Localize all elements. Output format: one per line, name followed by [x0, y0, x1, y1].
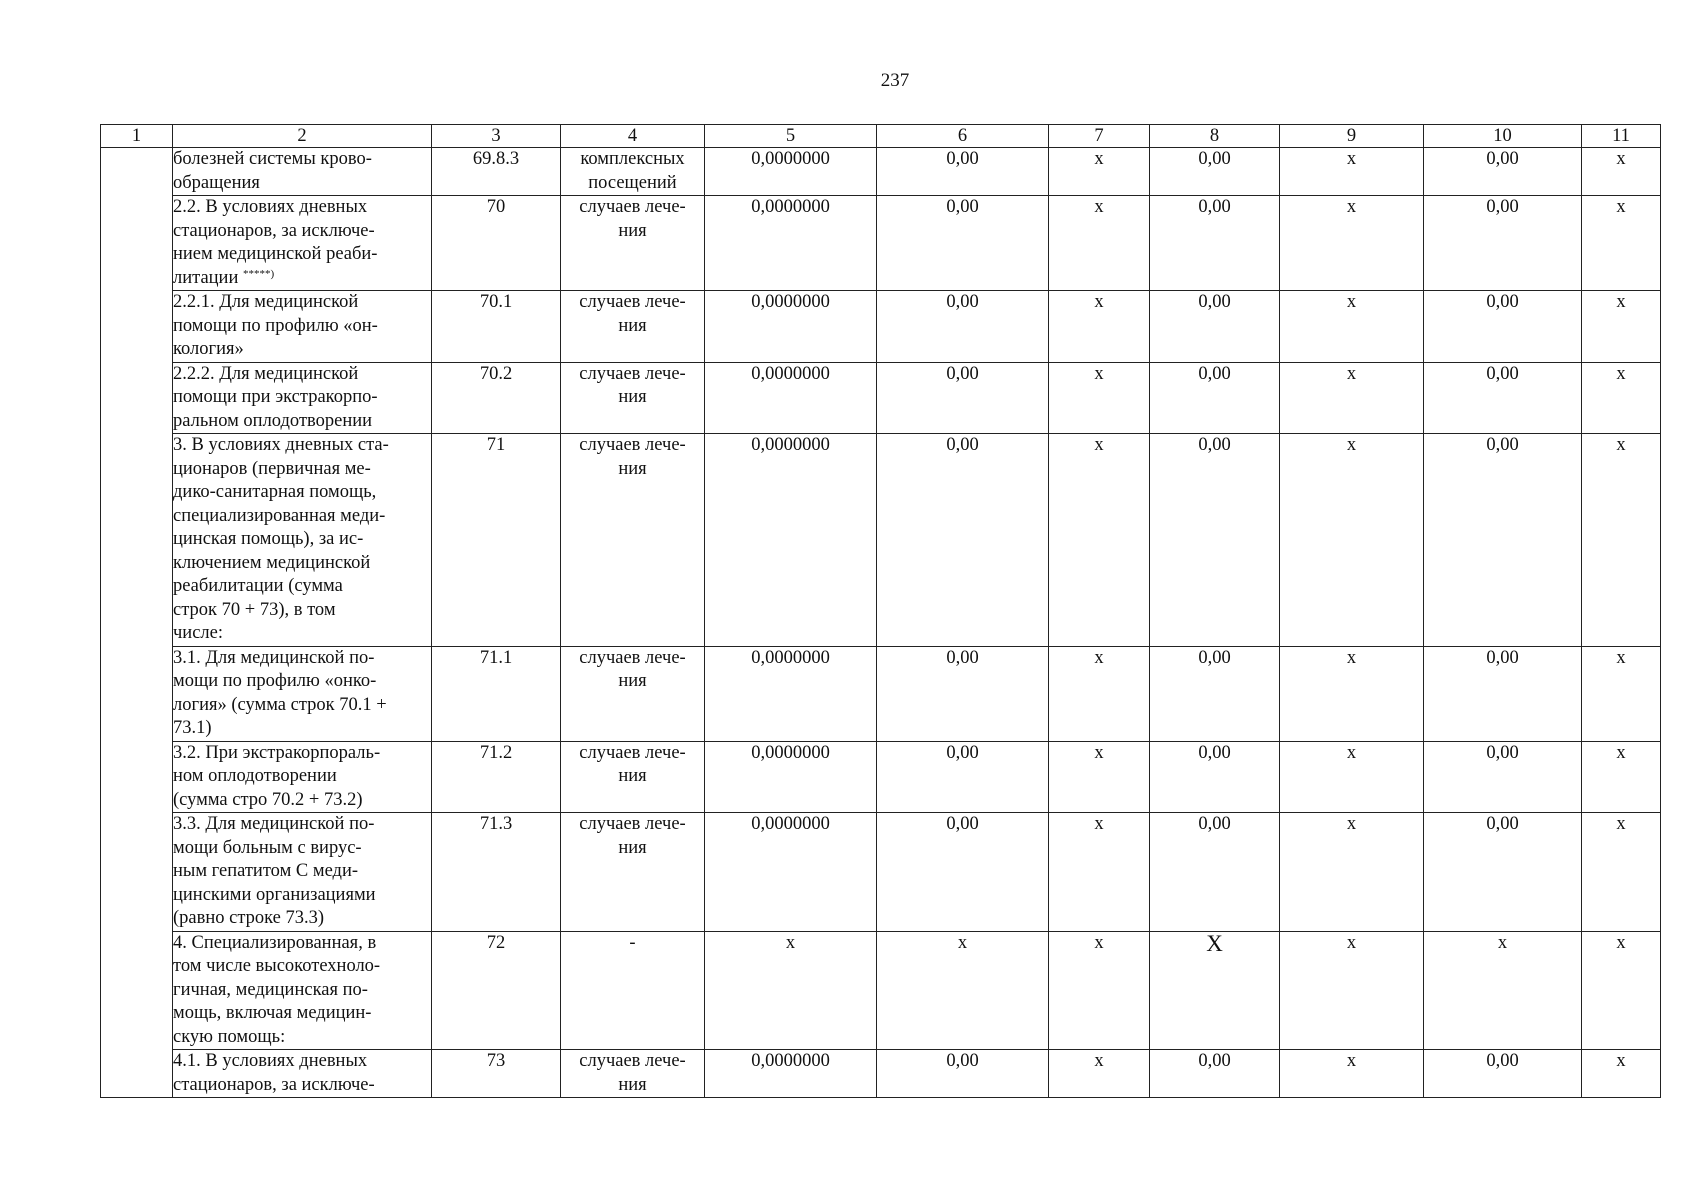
x-cell: х [1582, 931, 1661, 1050]
x-cell: х [1582, 434, 1661, 647]
value-cell: 0,00 [1150, 741, 1280, 813]
row-name-cell [173, 931, 432, 1050]
column-number: 9 [1280, 125, 1424, 148]
unit-cell [561, 434, 705, 647]
value-cell: 0,00 [877, 646, 1049, 741]
column-number: 3 [432, 125, 561, 148]
row-name-cell [173, 646, 432, 741]
value-cell: 0,00 [1424, 148, 1582, 196]
x-cell: х [1582, 196, 1661, 291]
x-cell: х [1049, 291, 1150, 363]
x-cell: х [1582, 148, 1661, 196]
value-cell: 0,00 [877, 434, 1049, 647]
x-cell: х [1280, 291, 1424, 363]
column-number: 1 [101, 125, 173, 148]
row-name-line: ционаров (первичная ме- [173, 458, 371, 479]
value-cell: 0,00 [1150, 1050, 1280, 1098]
unit-line: случаев лече- [579, 197, 686, 217]
value-cell: 0,00 [1150, 148, 1280, 196]
x-cell: х [1582, 362, 1661, 434]
row-name-line: ральном оплодотворении [173, 410, 373, 431]
row-code-cell: 70.1 [432, 291, 561, 363]
row-code-cell: 71.2 [432, 741, 561, 813]
row-name-cell [173, 291, 432, 363]
row-name-line: мощи по профилю «онко- [173, 671, 377, 691]
x-cell: х [1582, 291, 1661, 363]
table-row [101, 741, 1661, 813]
x-cell: х [1049, 362, 1150, 434]
unit-cell [561, 362, 705, 434]
unit-cell [561, 291, 705, 363]
unit-line: случаев лече- [579, 647, 686, 668]
row-name-line: ным гепатитом С меди- [173, 861, 359, 881]
table-row [101, 813, 1661, 932]
unit-line: посещений [588, 172, 677, 193]
x-cell: х [1049, 646, 1150, 741]
value-cell: 0,00 [1424, 1050, 1582, 1098]
unit-line: ния [618, 387, 647, 407]
row-name-cell [173, 362, 432, 434]
row-name-line: нием медицинской реаби- [173, 244, 378, 264]
row-name-line: мощи больным с вирус- [173, 837, 362, 858]
x-cell: х [1049, 148, 1150, 196]
row-name-line: 2.2.2. Для медицинской [173, 363, 359, 384]
table-row [101, 148, 1661, 196]
value-cell: 0,00 [1150, 196, 1280, 291]
unit-line: случаев лече- [579, 1051, 686, 1071]
row-code-cell: 69.8.3 [432, 148, 561, 196]
x-cell: х [1280, 931, 1424, 1050]
x-cell: х [1049, 931, 1150, 1050]
value-cell: 0,00 [877, 362, 1049, 434]
data-table [100, 124, 1661, 1098]
row-name-line: помощи по профилю «он- [173, 315, 378, 336]
value-cell: 0,00 [1150, 434, 1280, 647]
row-name-line: ном оплодотворении [173, 766, 337, 786]
value-cell: 0,00 [877, 1050, 1049, 1098]
row-name-line: том числе высокотехноло- [173, 956, 381, 976]
value-cell: 0,0000000 [705, 148, 877, 196]
column-number: 4 [561, 125, 705, 148]
x-cell: х [1582, 646, 1661, 741]
unit-line: ния [618, 315, 647, 336]
x-cell: х [705, 931, 877, 1050]
column-number: 10 [1424, 125, 1582, 148]
value-cell: 0,00 [1150, 291, 1280, 363]
row-name-line: числе: [173, 623, 223, 643]
unit-line: ния [618, 766, 647, 786]
row-code-cell: 73 [432, 1050, 561, 1098]
row-name-line: логия» (сумма строк 70.1 + [173, 694, 387, 715]
x-cell: х [1280, 362, 1424, 434]
value-cell: 0,00 [1424, 741, 1582, 813]
row-name-cell [173, 813, 432, 932]
unit-cell [561, 148, 705, 196]
unit-line: ния [618, 220, 647, 241]
row-name-line: скую помощь: [173, 1026, 286, 1047]
row-name-line: 73.1) [173, 718, 212, 738]
unit-line: ния [618, 837, 647, 858]
row-name-line: (сумма стро 70.2 + 73.2) [173, 789, 363, 810]
table-row [101, 362, 1661, 434]
column-number: 8 [1150, 125, 1280, 148]
value-cell: 0,00 [1424, 813, 1582, 932]
column-number: 6 [877, 125, 1049, 148]
x-cell: х [1582, 813, 1661, 932]
unit-cell [561, 196, 705, 291]
value-cell: 0,0000000 [705, 196, 877, 291]
x-cell: х [1280, 148, 1424, 196]
unit-line: случаев лече- [579, 292, 686, 312]
value-cell: 0,00 [1150, 813, 1280, 932]
row-code-cell: 71.1 [432, 646, 561, 741]
value-cell: 0,00 [1424, 362, 1582, 434]
page-number: 237 [880, 70, 910, 91]
row-name-line: специализированная меди- [173, 505, 386, 526]
column-1-cell [101, 148, 173, 1098]
unit-line: ния [618, 671, 647, 691]
value-cell: 0,0000000 [705, 741, 877, 813]
value-cell: 0,0000000 [705, 362, 877, 434]
row-name-line: 3.2. При экстракорпораль- [173, 742, 381, 763]
value-cell: 0,0000000 [705, 646, 877, 741]
row-name-line: 3. В условиях дневных ста- [173, 435, 389, 455]
row-name-line: 2.2.1. Для медицинской [173, 292, 359, 312]
x-cell: х [1424, 931, 1582, 1050]
table-row [101, 434, 1661, 647]
row-name-line: 2.2. В условиях дневных [173, 197, 368, 217]
row-name-line: помощи при экстракорпо- [173, 387, 378, 407]
row-name-line: мощь, включая медицин- [173, 1003, 372, 1023]
value-cell: 0,00 [877, 148, 1049, 196]
row-name-line [173, 267, 431, 291]
value-cell: 0,00 [1424, 646, 1582, 741]
x-cell: х [1582, 741, 1661, 813]
column-number-header-row [101, 125, 1661, 148]
column-number: 2 [173, 125, 432, 148]
row-name-line: болезней системы крово- [173, 149, 372, 169]
unit-line: - [629, 932, 636, 953]
value-cell: 0,00 [1424, 291, 1582, 363]
unit-line: случаев лече- [579, 814, 686, 834]
value-cell: 0,00 [877, 813, 1049, 932]
row-name-line: строк 70 + 73), в том [173, 599, 336, 620]
x-cell: х [1582, 1050, 1661, 1098]
row-name-line: дико-санитарная помощь, [173, 482, 377, 502]
x-cell: х [1049, 813, 1150, 932]
unit-line: комплексных [580, 149, 685, 169]
unit-line: случаев лече- [579, 435, 686, 455]
value-cell: 0,00 [1150, 646, 1280, 741]
x-cell: Х [1150, 931, 1280, 1050]
column-number: 11 [1582, 125, 1661, 148]
row-name-cell [173, 1050, 432, 1098]
value-cell: 0,0000000 [705, 434, 877, 647]
table-row [101, 1050, 1661, 1098]
row-code-cell: 70.2 [432, 362, 561, 434]
unit-line: случаев лече- [579, 742, 686, 763]
row-name-line-text: литации [173, 267, 239, 288]
row-name-line: кология» [173, 339, 244, 359]
x-cell: х [1280, 434, 1424, 647]
row-name-cell [173, 196, 432, 291]
value-cell: 0,00 [877, 196, 1049, 291]
row-name-line: обращения [173, 172, 260, 193]
x-cell: х [1280, 196, 1424, 291]
row-name-line: 3.3. Для медицинской по- [173, 814, 375, 834]
value-cell: 0,0000000 [705, 813, 877, 932]
column-number: 7 [1049, 125, 1150, 148]
row-name-cell [173, 741, 432, 813]
unit-cell [561, 741, 705, 813]
x-cell: х [1049, 741, 1150, 813]
x-cell: х [1280, 646, 1424, 741]
row-code-cell: 72 [432, 931, 561, 1050]
row-name-line: стационаров, за исключе- [173, 1074, 375, 1095]
row-name-line: 4. Специализированная, в [173, 932, 377, 953]
unit-line: случаев лече- [579, 363, 686, 384]
unit-cell [561, 1050, 705, 1098]
x-cell: х [1280, 1050, 1424, 1098]
unit-cell [561, 931, 705, 1050]
row-name-line: 3.1. Для медицинской по- [173, 647, 375, 668]
table-row [101, 196, 1661, 291]
value-cell: 0,00 [877, 741, 1049, 813]
row-name-line: цинская помощь), за ис- [173, 529, 364, 549]
row-name-line: гичная, медицинская по- [173, 979, 368, 1000]
row-name-line: 4.1. В условиях дневных [173, 1051, 368, 1071]
row-name-line: ключением медицинской [173, 552, 371, 573]
value-cell: 0,00 [877, 291, 1049, 363]
table-row [101, 646, 1661, 741]
row-name-line: цинскими организациями [173, 884, 376, 905]
x-cell: х [877, 931, 1049, 1050]
row-name-cell [173, 434, 432, 647]
row-name-line: (равно строке 73.3) [173, 908, 325, 928]
unit-line: ния [618, 458, 647, 479]
row-name-cell [173, 148, 432, 196]
table-row [101, 931, 1661, 1050]
table-row [101, 291, 1661, 363]
unit-cell [561, 646, 705, 741]
x-cell: х [1280, 741, 1424, 813]
row-name-line: реабилитации (сумма [173, 576, 343, 596]
row-name-line: стационаров, за исключе- [173, 220, 375, 241]
footnote-marker: *****) [242, 267, 275, 280]
row-code-cell: 71.3 [432, 813, 561, 932]
value-cell: 0,00 [1424, 434, 1582, 647]
value-cell: 0,0000000 [705, 291, 877, 363]
row-code-cell: 71 [432, 434, 561, 647]
x-cell: х [1049, 196, 1150, 291]
unit-cell [561, 813, 705, 932]
x-cell: х [1049, 434, 1150, 647]
column-number: 5 [705, 125, 877, 148]
value-cell: 0,00 [1150, 362, 1280, 434]
unit-line: ния [618, 1074, 647, 1095]
x-cell: х [1049, 1050, 1150, 1098]
value-cell: 0,00 [1424, 196, 1582, 291]
row-code-cell: 70 [432, 196, 561, 291]
value-cell: 0,0000000 [705, 1050, 877, 1098]
x-cell: х [1280, 813, 1424, 932]
